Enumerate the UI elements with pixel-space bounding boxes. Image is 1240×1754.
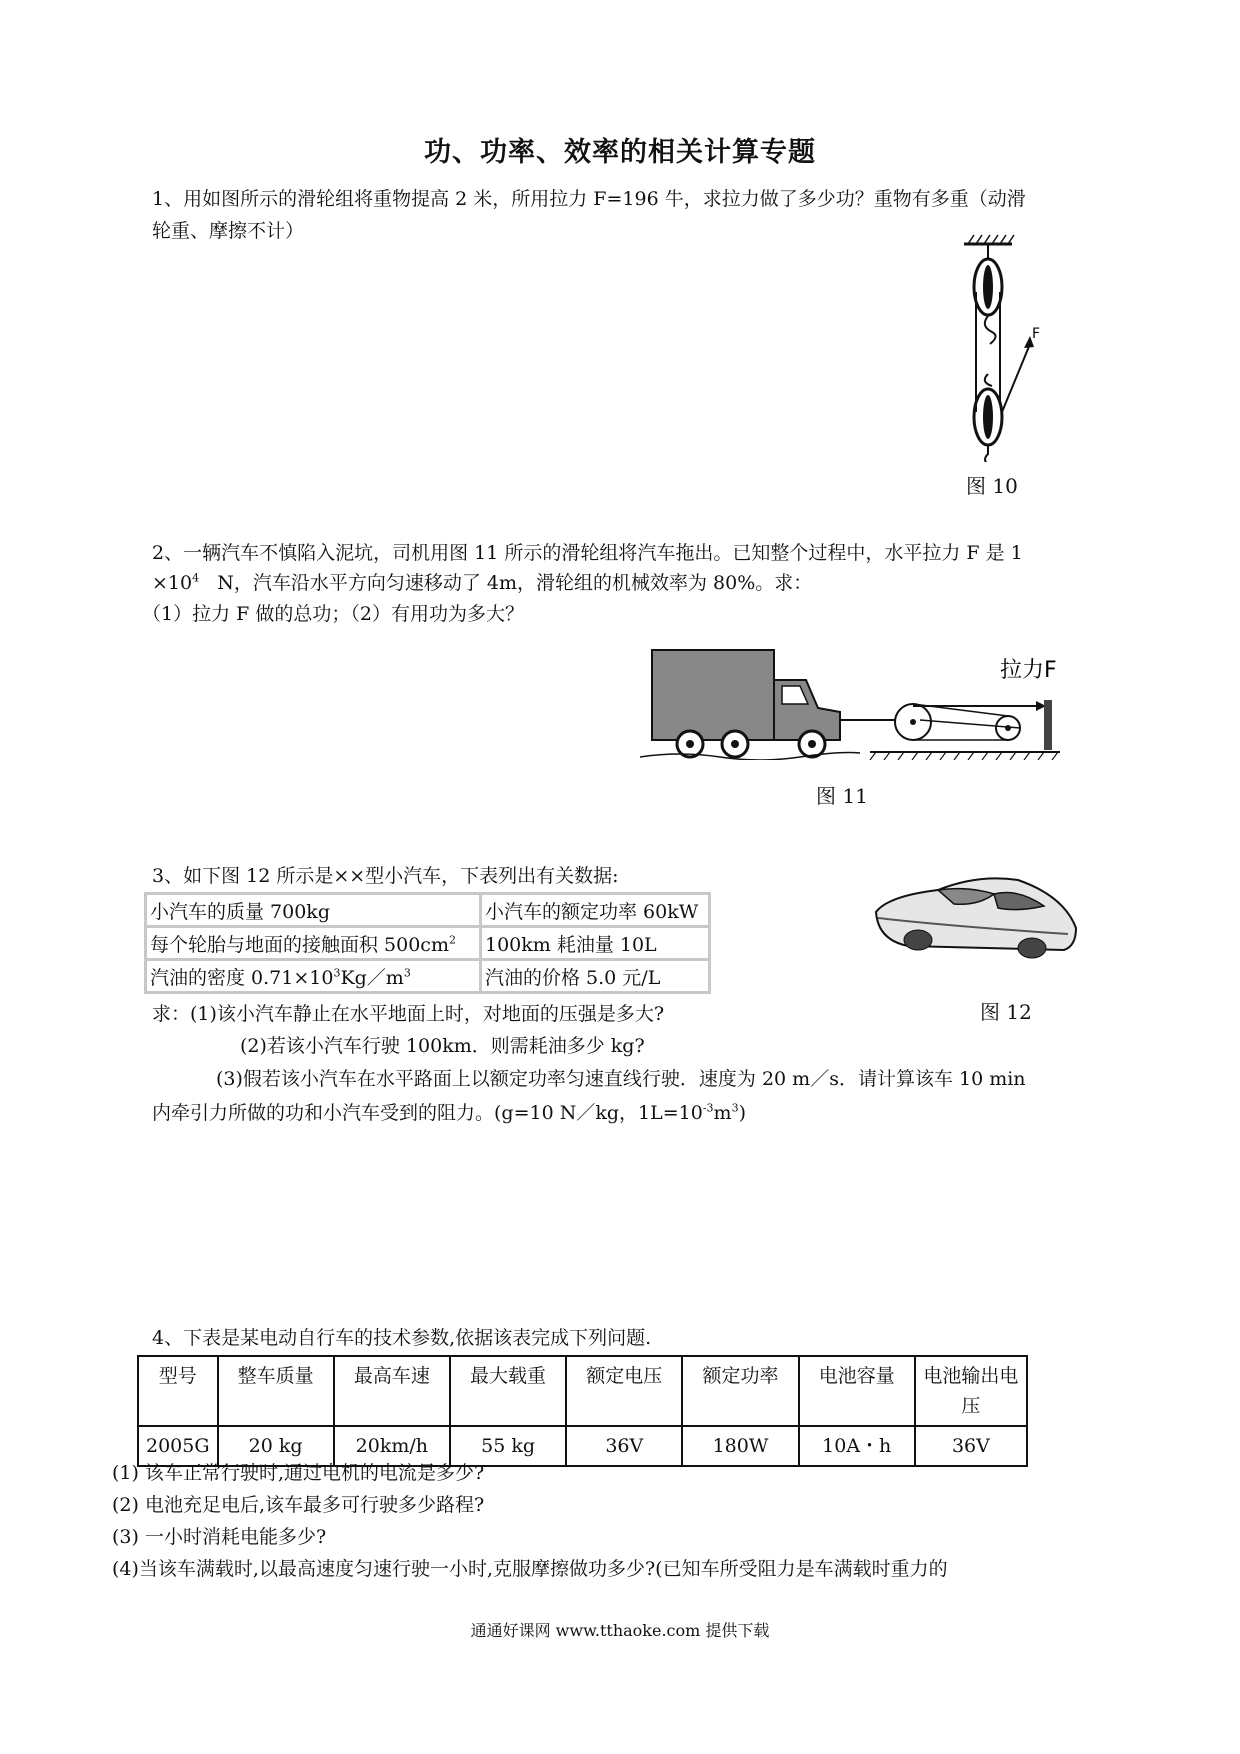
table-header: 型号 xyxy=(138,1356,218,1426)
table-cell: 汽油的价格 5.0 元/L xyxy=(481,960,710,993)
q4-sub4: (4)当该车满载时,以最高速度匀速行驶一小时,克服摩擦做功多少?(已知车所受阻力是车满载时重力的 xyxy=(112,1558,948,1580)
q1-text-line2: 轮重、摩擦不计） xyxy=(152,220,305,242)
table-cell: 36V xyxy=(566,1426,682,1466)
q4-sub1: (1) 该车正常行驶时,通过电机的电流是多少? xyxy=(112,1462,485,1484)
page-footer: 通通好课网 www.tthaoke.com 提供下载 xyxy=(470,1621,770,1640)
table-cell: 小汽车的额定功率 60kW xyxy=(481,894,710,927)
q4-sub2: (2) 电池充足电后,该车最多可行驶多少路程? xyxy=(112,1494,485,1516)
figure-12-caption: 图 12 xyxy=(980,1000,1032,1024)
table-cell: 180W xyxy=(682,1426,798,1466)
q2-text-line3: （1）拉力 F 做的总功；（2）有用功为多大？ xyxy=(142,603,524,625)
car-figure xyxy=(868,866,1088,966)
car-spec-table xyxy=(144,892,711,994)
table-header: 最高车速 xyxy=(334,1356,450,1426)
truck-pulley-figure xyxy=(640,640,1060,760)
pulley-system-figure xyxy=(960,232,1060,462)
figure-10-caption: 图 10 xyxy=(966,474,1018,498)
bike-spec-table xyxy=(137,1355,1028,1467)
table-cell: 36V xyxy=(915,1426,1027,1466)
table-header: 额定功率 xyxy=(682,1356,798,1426)
table-cell: 20km/h xyxy=(334,1426,450,1466)
force-label: F xyxy=(1032,326,1041,342)
table-cell: 小汽车的质量 700kg xyxy=(146,894,481,927)
table-header-row xyxy=(138,1356,1027,1426)
q4-intro: 4、下表是某电动自行车的技术参数,依据该表完成下列问题. xyxy=(152,1327,652,1349)
q3-sub4: 内牵引力所做的功和小汽车受到的阻力。(g=10 N／kg，$1L=10^{-3}m^3$) xyxy=(152,1101,746,1124)
q3-sub2: (2)若该小汽车行驶 100km．则需耗油多少 kg? xyxy=(240,1035,645,1057)
table-cell: 55 kg xyxy=(450,1426,566,1466)
q3-sub1: 求：(1)该小汽车静止在水平地面上时，对地面的压强是多大? xyxy=(152,1003,665,1025)
table-cell: 100km 耗油量 10L xyxy=(481,927,710,960)
table-row xyxy=(146,894,710,927)
table-cell: 汽油的密度 $0.71\times 10^3Kg/m^3$ xyxy=(146,960,481,993)
table-cell: 20 kg xyxy=(218,1426,334,1466)
q3-intro: 3、如下图 12 所示是××型小汽车，下表列出有关数据: xyxy=(152,865,619,887)
table-header: 电池容量 xyxy=(799,1356,915,1426)
table-row xyxy=(146,960,710,993)
page-title: 功、功率、效率的相关计算专题 xyxy=(424,137,816,168)
table-cell: 每个轮胎与地面的接触面积 $500cm^2$ xyxy=(146,927,481,960)
table-cell: 2005G xyxy=(138,1426,218,1466)
table-header: 最大载重 xyxy=(450,1356,566,1426)
q4-sub3: (3) 一小时消耗电能多少? xyxy=(112,1526,327,1548)
q1-text-line1: 1、用如图所示的滑轮组将重物提高 2 米，所用拉力 F=196 牛，求拉力做了多少功？重物有多重（动滑 xyxy=(152,188,1026,210)
q3-sub3: (3)假若该小汽车在水平路面上以额定功率匀速直线行驶．速度为 20 m／s．请计算该车 10 min xyxy=(216,1068,1026,1090)
table-header: 电池输出电压 xyxy=(915,1356,1027,1426)
q2-text-line1: 2、一辆汽车不慎陷入泥坑，司机用图 11 所示的滑轮组将汽车拖出。已知整个过程中，水平拉力 F 是 1 xyxy=(152,542,1023,564)
table-header: 额定电压 xyxy=(566,1356,682,1426)
q2-text-line2: $\times 10^4$ N，汽车沿水平方向匀速移动了 4m，滑轮组的机械效率为 80%。求： xyxy=(152,571,813,594)
table-header: 整车质量 xyxy=(218,1356,334,1426)
pull-force-label: 拉力F xyxy=(1000,658,1057,683)
table-cell: 10A・h xyxy=(799,1426,915,1466)
table-row xyxy=(146,927,710,960)
figure-11-caption: 图 11 xyxy=(816,784,868,808)
